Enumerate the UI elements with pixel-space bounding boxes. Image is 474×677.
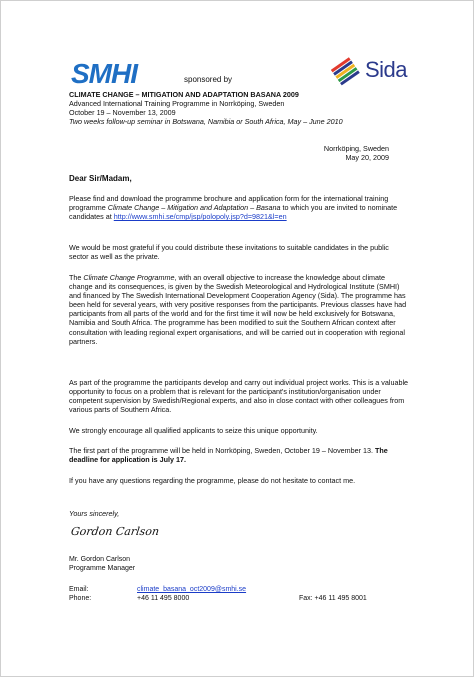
- deadline-text: The deadline for application is July 17.: [69, 446, 388, 465]
- sida-logo: [331, 57, 441, 87]
- place-date-block: [324, 144, 389, 162]
- paragraph-encourage: We strongly encourage all qualified applicants to seize this unique opportunity.: [69, 426, 318, 435]
- phone-value: +46 11 495 8000: [137, 595, 190, 602]
- paragraph-intro: Please find and download the programme brochure and application form for the international training programme Climate Change – Mitigation and Adaptation – Basana to which you are invited to nominate candidates at http://www.smhi.se/cmp/jsp/polopoly.jsp?d=9821&l=en: [69, 194, 398, 222]
- programme-title: CLIMATE CHANGE – MITIGATION AND ADAPTATION BASANA 2009: [69, 90, 299, 99]
- signature: Gordon Carlson: [70, 525, 160, 538]
- email-label: Email:: [69, 586, 89, 593]
- paragraph-deadline: The first part of the programme will be held in Norrköping, Sweden, October 19 – November 13. The deadline for application is July 17.: [69, 446, 388, 465]
- sida-logo-text: Sida: [365, 57, 408, 82]
- phone-label: Phone:: [69, 595, 92, 602]
- signer-name: Mr. Gordon Carlson: [69, 556, 131, 563]
- paragraph-programme: The Climate Change Programme, with an overall objective to increase the knowledge about climate change and its consequences, is given by the Swedish Meteorological and Hydrological Institute (SMHI) and financed by The Swedish International Development Cooperation Agency (Sida). The programme has been held for several years, with very positive responses from the participants. Previous classes have had participants from all parts of the world and for the first time it will now be held exclusively for Botswana, Namibia and South Africa. The programme has been modified to suit the Southern African context after consultation with leading regional expert organisations, and will be carried out in cooperation with regional partners.: [69, 273, 407, 346]
- programme-subtitle: Advanced International Training Programme in Norrköping, Sweden: [69, 99, 285, 108]
- letter-date: May 20, 2009: [345, 153, 389, 162]
- sponsored-label: sponsored by: [184, 75, 233, 84]
- signer-role: Programme Manager: [69, 565, 136, 572]
- paragraph-distribute: We would be most grateful if you could distribute these invitations to suitable candidates in the public sector as well as the private.: [69, 243, 389, 262]
- email-link[interactable]: climate_basana_oct2009@smhi.se: [137, 586, 247, 593]
- salutation: Dear Sir/Madam,: [69, 174, 132, 183]
- smhi-logo: [71, 59, 141, 92]
- brochure-link[interactable]: http://www.smhi.se/cmp/jsp/polopoly.jsp?d=9821&l=en: [113, 212, 287, 222]
- paragraph-contact: If you have any questions regarding the programme, please do not hesitate to contact me.: [69, 476, 356, 485]
- programme-dates: October 19 – November 13, 2009: [69, 108, 176, 117]
- seminar-info: Two weeks follow-up seminar in Botswana, Namibia or South Africa, May – June 2010: [69, 117, 343, 126]
- place: Norrköping, Sweden: [323, 144, 389, 153]
- closing: Yours sincerely,: [69, 509, 120, 518]
- paragraph-projects: As part of the programme the participants develop and carry out individual project works. This is a valuable opportunity to focus on a problem that is relevant for the participant's institution/organisation under competent supervision by Swedish/Regional experts, and also in close contact with other colleagues from various parts of Southern Africa.: [69, 378, 409, 415]
- svg-text:SMHI: SMHI: [71, 59, 137, 87]
- fax-value: Fax: +46 11 495 8001: [299, 595, 367, 602]
